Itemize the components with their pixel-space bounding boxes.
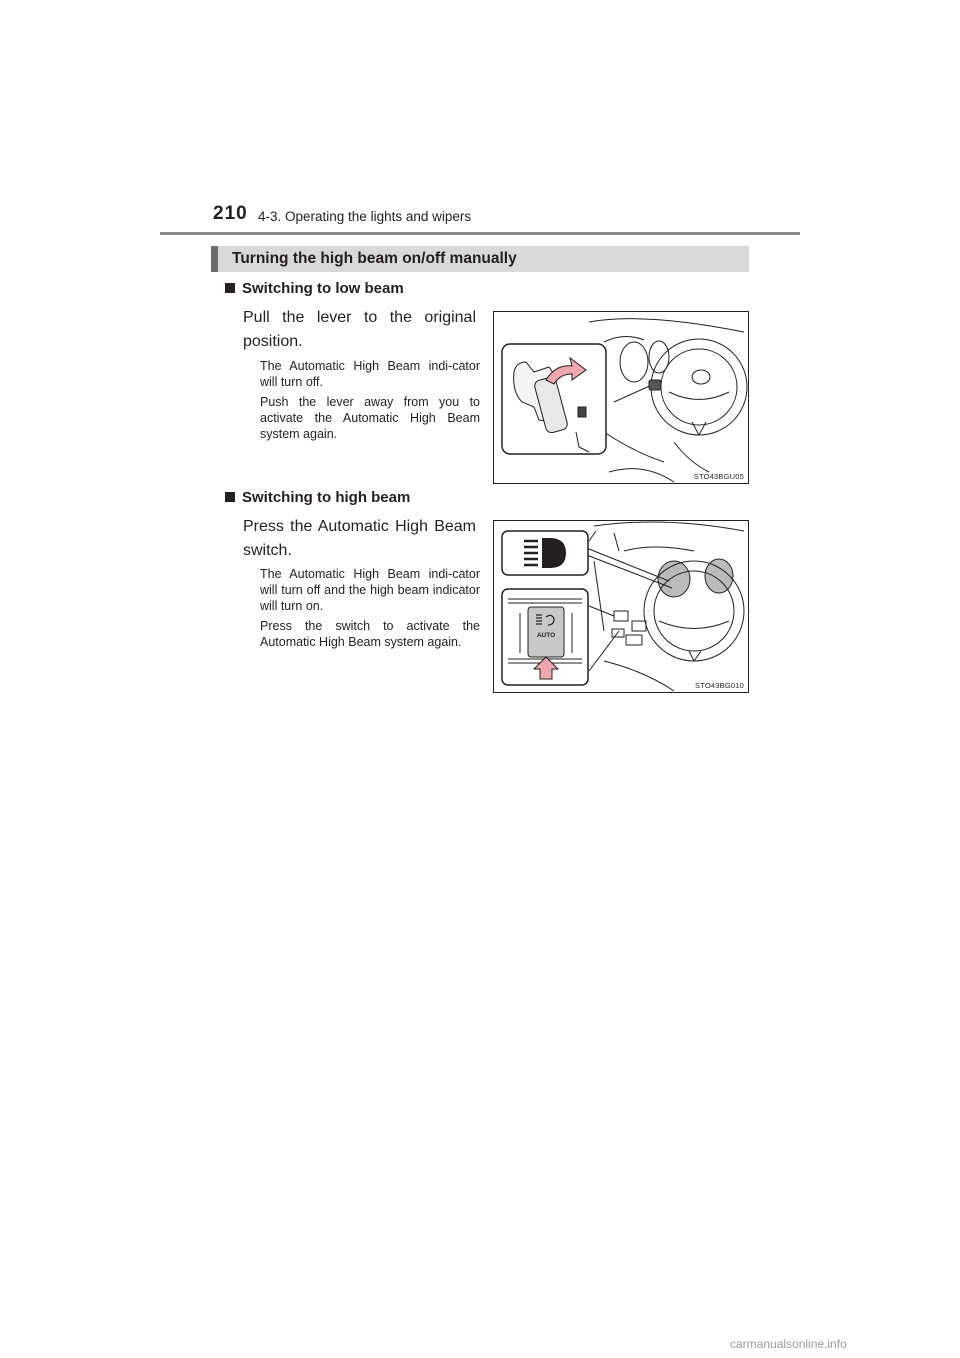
watermark: carmanualsonline.info [730,1337,847,1351]
instruction-low-beam: Pull the lever to the original position. [243,309,476,350]
switch-illustration [494,521,748,692]
subheading-text: Switching to low beam [242,280,404,297]
notes-low-beam [260,358,480,446]
note-text: Press the switch to activate the Automatic High Beam system again. [260,619,480,649]
section-bar [211,246,749,272]
section-title: Turning the high beam on/off manually [232,250,517,267]
figure-code: STO43BGU05 [693,472,744,481]
bullet-square-icon [225,283,235,293]
figure-lever [493,311,749,484]
subheading-high-beam [225,489,410,506]
notes-high-beam [260,566,480,654]
page-number: 210 [213,203,248,224]
note-text: The Automatic High Beam indi-cator will turn off and the high beam indicator will turn on. [260,567,480,613]
auto-switch-label: AUTO [536,632,556,639]
bullet-square-icon [225,492,235,502]
lever-illustration [494,312,748,483]
note-text: The Automatic High Beam indi-cator will turn off. [260,359,480,389]
running-header: 4-3. Operating the lights and wipers [258,209,472,224]
subheading-low-beam [225,280,404,297]
subheading-text: Switching to high beam [242,489,411,506]
figure-code: STO43BG010 [695,681,744,690]
instruction-high-beam: Press the Automatic High Beam switch. [243,518,476,559]
header-rule [160,232,800,235]
figure-switch [493,520,749,693]
note-text: Push the lever away from you to activate the Automatic High Beam system again. [260,395,480,441]
